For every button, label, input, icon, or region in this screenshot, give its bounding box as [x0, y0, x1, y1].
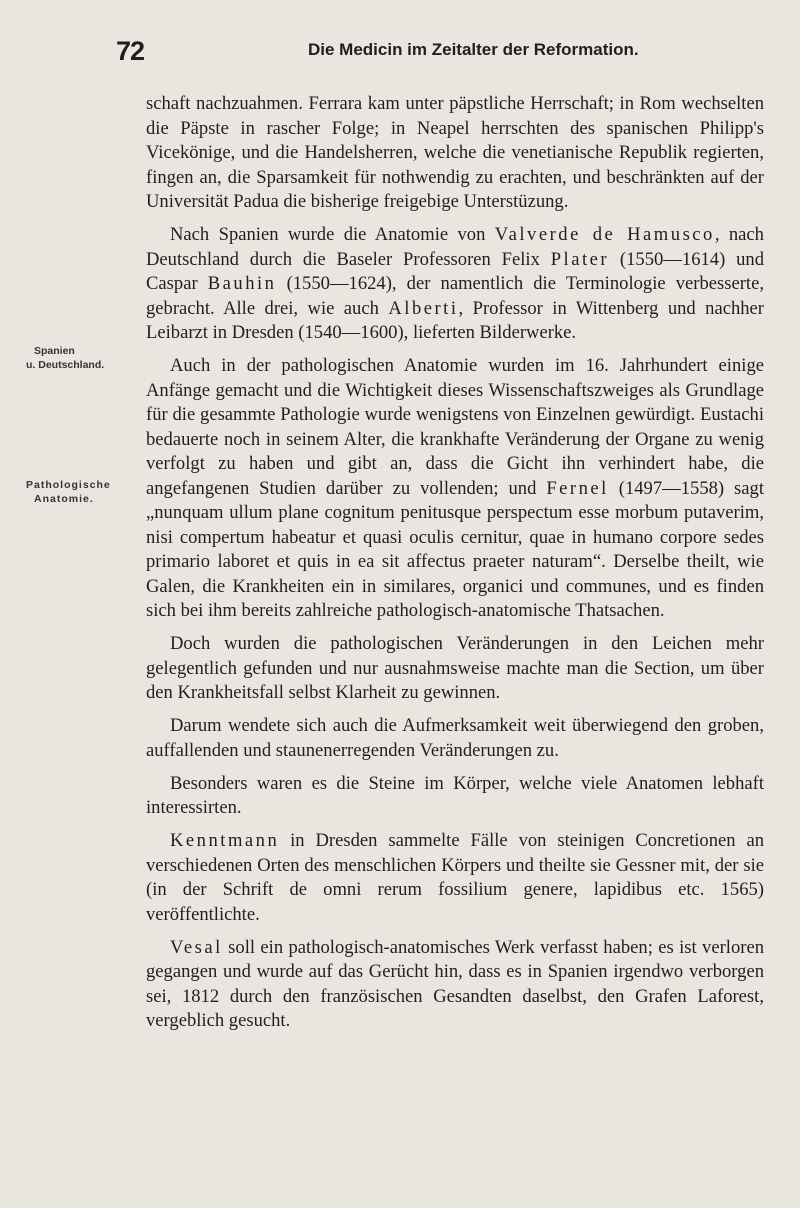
body-text	[146, 92, 764, 1034]
text-run: (1497—1558) sagt „nunquam ullum plane cognitum penitusque perspectum esse morbum putaverim, nisi compertum habeatur et quasi oculis cernitur, quae in humano corpore sedes primario laboret et quis in ea sit affectus praeter naturam“. Derselbe theilt, wie Galen, die Krankheiten ein in similares, organici und communes, und es finden sich bei ihm bereits zahlreiche pathologisch-anatomische Thatsachen.	[146, 477, 764, 621]
text-run: (1550—1614) und Caspar	[146, 248, 764, 294]
text-run: in Dresden sammelte Fälle von steinigen Concretionen an verschiedenen Orten des menschlichen Körpers und theilte sie Gessner mit, der sie (in der Schrift de omni rerum fossilium genere, lapidibus etc. 1565) veröffentlichte.	[146, 830, 764, 925]
name-alberti: Alberti	[388, 297, 459, 319]
name-valverde: Valverde de Hamusco	[494, 224, 715, 245]
paragraph-8	[146, 936, 764, 1034]
margin-note-spain-germany	[26, 344, 134, 372]
margin-note-line: Anatomie.	[34, 493, 94, 505]
paragraph-3	[146, 354, 764, 624]
name-bauhin: Bauhin	[207, 273, 277, 294]
page-header	[116, 38, 762, 64]
paragraph-4: Doch wurden die pathologischen Veränderungen in den Leichen mehr gelegentlich gefunden und nur ausnahmsweise machte man die Section, um über den Krankheitsfall selbst Klarheit zu gewinnen.	[146, 633, 764, 703]
running-head: Die Medicin im Zeitalter der Reformation.	[308, 40, 639, 59]
name-kenntmann: Kenntmann	[170, 830, 280, 851]
margin-note-pathological-anatomy	[26, 478, 134, 506]
text-run: Auch in der pathologischen Anatomie wurden im 16. Jahrhundert einige Anfänge gemacht und die Wichtigkeit dieses Wissenschaftszweiges als Grundlage für die gesammte Pathologie wurde wenigstens von Einzelnen gewürdigt. Eustachi bedauerte noch in seinem Alter, die krankhafte Veränderung der Organe zu wenig verfolgt zu haben und gibt an, dass die Gicht ihn verhindert habe, die angefangenen Studien darüber zu vollenden; und	[146, 355, 764, 499]
paragraph-7	[146, 829, 764, 927]
name-vesal: Vesal	[170, 936, 223, 958]
name-fernel: Fernel	[546, 477, 609, 499]
text-run: Nach Spanien wurde die Anatomie von	[170, 224, 495, 245]
paragraph-2	[146, 223, 764, 346]
paragraph-1: schaft nachzuahmen. Ferrara kam unter päpstliche Herrschaft; in Rom wechselten die Päpste in rascher Folge; in Neapel herrschten des spanischen Philipp's Vicekönige, und die Handelsherren, welche die venetianische Republik regierten, fingen an, die Sparsamkeit für nothwendig zu erachten, und beschränkten auf der Universität Padua die bisherige freigebige Unterstüzung.	[146, 93, 764, 212]
margin-note-line: Pathologische	[26, 479, 111, 491]
margin-note-line: Spanien	[34, 345, 75, 357]
margin-note-line: u. Deutschland.	[26, 359, 105, 371]
name-plater: Plater	[550, 248, 610, 270]
text-run: (1550—1624), der namentlich die Terminologie verbesserte, gebracht. Alle drei, wie auch	[146, 273, 765, 319]
paragraph-6: Besonders waren es die Steine im Körper, welche viele Anatomen lebhaft interessirten.	[146, 772, 764, 818]
paragraph-5: Darum wendete sich auch die Aufmerksamkeit weit überwiegend den groben, auffallenden und staunenerregenden Veränderungen zu.	[146, 715, 764, 761]
page-number: 72	[116, 36, 145, 66]
text-run: , nach Deutschland durch die Baseler Professoren Felix	[146, 224, 764, 270]
text-run: , Professor in Wittenberg und nachher Leibarzt in Dresden (1540—1600), lieferten Bilderwerke.	[146, 297, 764, 343]
text-run: soll ein pathologisch-anatomisches Werk verfasst haben; es ist verloren gegangen und wurde auf das Gerücht hin, dass es in Spanien irgendwo verborgen sei, 1812 durch den französischen Gesandten daselbst, den Grafen Laforest, vergeblich gesucht.	[146, 936, 764, 1031]
